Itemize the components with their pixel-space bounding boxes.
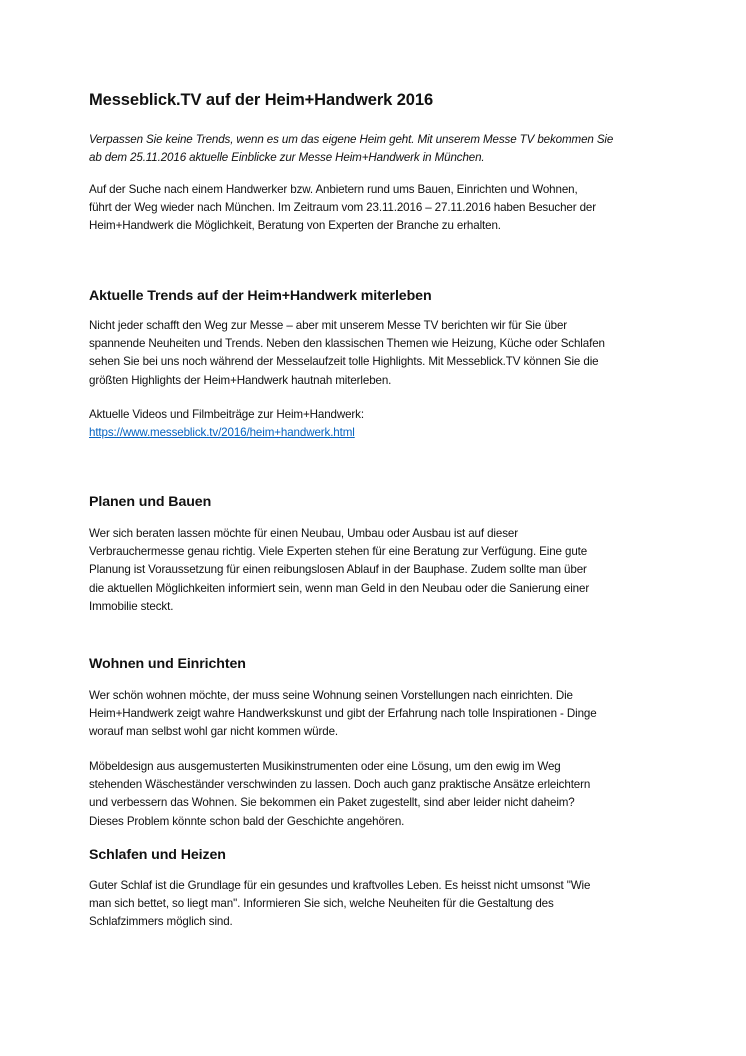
paragraph-schlafen <box>89 877 661 932</box>
paragraph-line: Nicht jeder schafft den Weg zur Messe – aber mit unserem Messe TV berichten wir für Sie über <box>89 319 568 332</box>
paragraph-planen <box>89 525 661 616</box>
paragraph-line: Immobilie steckt. <box>89 599 174 613</box>
heading-trends: Aktuelle Trends auf der Heim+Handwerk miterleben <box>89 288 432 304</box>
paragraph-line: die aktuellen Möglichkeiten informiert sein, wenn man Geld in den Neubau oder die Sanierung einer <box>89 581 590 595</box>
heading-wohnen: Wohnen und Einrichten <box>89 656 246 672</box>
paragraph-line: Wer sich beraten lassen möchte für einen Neubau, Umbau oder Ausbau ist auf dieser <box>89 527 518 540</box>
paragraph-line: Guter Schlaf ist die Grundlage für ein gesundes und kraftvolles Leben. Es heisst nicht umsonst "Wie <box>89 879 591 892</box>
paragraph-line: man sich bettet, so liegt man". Informieren Sie sich, welche Neuheiten für die Gestaltung des <box>89 897 554 911</box>
paragraph-line: und verbessern das Wohnen. Sie bekommen ein Paket zugestellt, sind aber leider nicht daheim? <box>89 796 575 810</box>
heading-planen: Planen und Bauen <box>89 494 212 510</box>
paragraph-line: Planung ist Voraussetzung für einen reibungslosen Ablauf in der Bauphase. Zudem sollte man über <box>89 563 587 577</box>
paragraph-line: Wer schön wohnen möchte, der muss seine Wohnung seinen Vorstellungen nach einrichten. Die <box>89 689 573 702</box>
document-title: Messeblick.TV auf der Heim+Handwerk 2016 <box>89 91 434 109</box>
paragraph-line: Heim+Handwerk die Möglichkeit, Beratung von Experten der Branche zu erhalten. <box>89 219 501 233</box>
paragraph-line: Möbeldesign aus ausgemusterten Musikinstrumenten oder eine Lösung, um den ewig im Weg <box>89 760 561 773</box>
paragraph-videos <box>89 406 661 442</box>
intro-line: Verpassen Sie keine Trends, wenn es um das eigene Heim geht. Mit unserem Messe TV bekommen Sie <box>89 133 614 146</box>
paragraph-line: spannende Neuheiten und Trends. Neben den klassischen Themen wie Heizung, Küche oder Schlafen <box>89 337 605 351</box>
intro-paragraph <box>89 131 661 167</box>
paragraph-line: Dieses Problem könnte schon bald der Geschichte angehören. <box>89 814 405 828</box>
paragraph-line: sehen Sie bei uns noch während der Messelaufzeit tolle Highlights. Mit Messeblick.TV können Sie die <box>89 355 599 369</box>
videos-link[interactable]: https://www.messeblick.tv/2016/heim+handwerk.html <box>89 426 355 440</box>
paragraph-trends <box>89 317 661 390</box>
paragraph-line: Heim+Handwerk zeigt wahre Handwerkskunst und gibt der Erfahrung nach tolle Inspirationen - Dinge <box>89 707 597 721</box>
paragraph-line: worauf man selbst wohl gar nicht kommen würde. <box>89 725 339 739</box>
videos-label: Aktuelle Videos und Filmbeiträge zur Heim+Handwerk: <box>89 408 364 421</box>
intro-line: ab dem 25.11.2016 aktuelle Einblicke zur Messe Heim+Handwerk in München. <box>89 151 485 165</box>
paragraph-wohnen-b <box>89 758 661 831</box>
paragraph-line: größten Highlights der Heim+Handwerk hautnah miterleben. <box>89 373 392 387</box>
paragraph-wohnen-a <box>89 687 661 742</box>
paragraph-line: Verbrauchermesse genau richtig. Viele Experten stehen für eine Beratung zur Verfügung. Eine gute <box>89 545 588 559</box>
paragraph-line: Schlafzimmers möglich sind. <box>89 915 233 929</box>
paragraph-search <box>89 181 661 236</box>
paragraph-line: Auf der Suche nach einem Handwerker bzw. Anbietern rund ums Bauen, Einrichten und Wohnen, <box>89 183 578 196</box>
heading-schlafen: Schlafen und Heizen <box>89 847 226 863</box>
paragraph-line: stehenden Wäscheständer verschwinden zu lassen. Doch auch ganz praktische Ansätze erleichtern <box>89 778 591 792</box>
paragraph-line: führt der Weg wieder nach München. Im Zeitraum vom 23.11.2016 – 27.11.2016 haben Besucher der <box>89 201 597 215</box>
